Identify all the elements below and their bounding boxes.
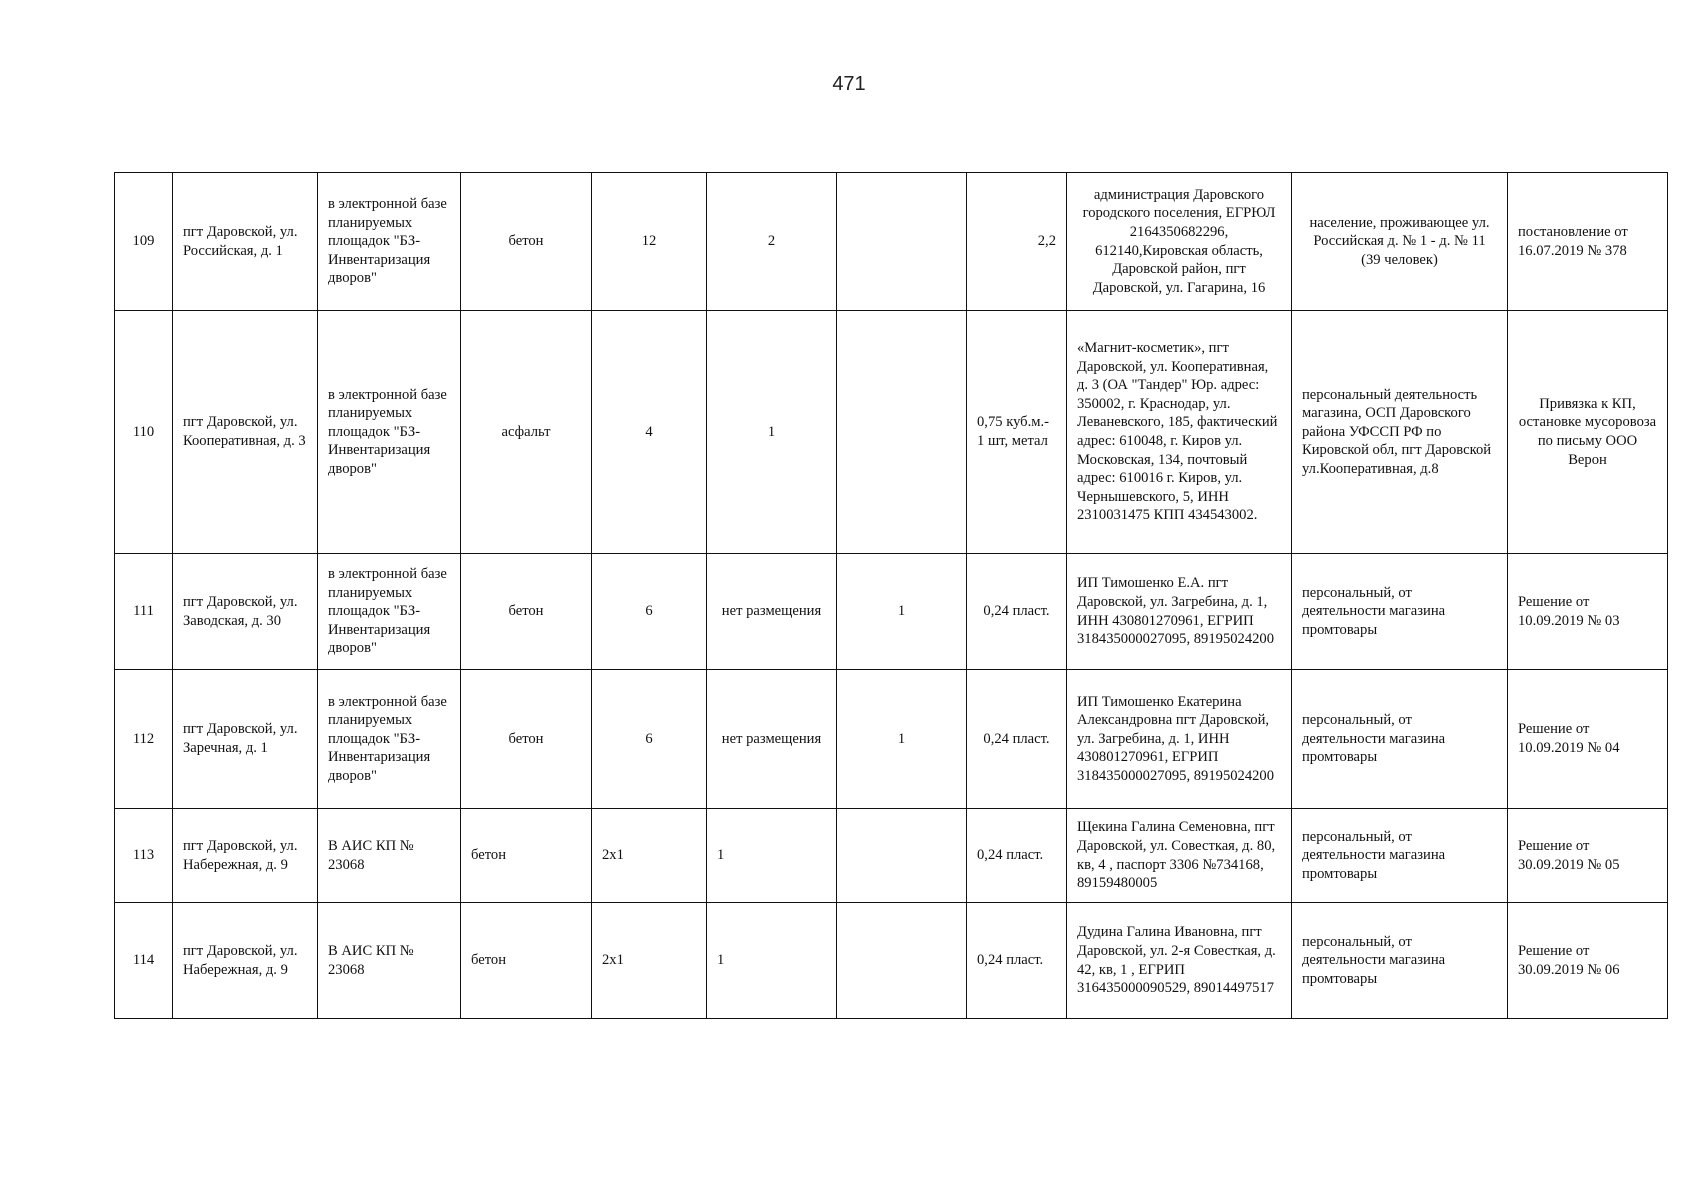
surface-type: бетон [461,173,592,311]
site-address: пгт Даровской, ул. Кооперативная, д. 3 [173,311,318,554]
container-volume: 0,24 пласт. [967,554,1067,670]
waste-sources: персональный деятельность магазина, ОСП Даровского района УФССП РФ по Кировской обл, пгт Даровской ул.Кооперативная, д.8 [1292,311,1508,554]
waste-sources: население, проживающее ул. Российская д. № 1 - д. № 11 (39 человек) [1292,173,1508,311]
container-count: 1 [707,809,837,903]
registry-entry: в электронной базе планируемых площадок "БЗ-Инвентаризация дворов" [318,173,461,311]
waste-sources: персональный, от деятельности магазина промтовары [1292,670,1508,809]
row-number: 114 [115,903,173,1019]
site-area: 2х1 [592,903,707,1019]
site-area: 12 [592,173,707,311]
site-area: 2х1 [592,809,707,903]
decision-note: Решение от 30.09.2019 № 05 [1508,809,1668,903]
decision-note: Решение от 30.09.2019 № 06 [1508,903,1668,1019]
decision-note: Решение от 10.09.2019 № 04 [1508,670,1668,809]
row-number: 113 [115,809,173,903]
bunker-count [837,311,967,554]
container-count: нет размещения [707,670,837,809]
site-address: пгт Даровской, ул. Заречная, д. 1 [173,670,318,809]
bunker-count [837,903,967,1019]
container-count: 1 [707,311,837,554]
site-area: 6 [592,554,707,670]
site-owner: ИП Тимошенко Е.А. пгт Даровской, ул. Загребина, д. 1, ИНН 430801270961, ЕГРИП 318435000027095, 89195024200 [1067,554,1292,670]
site-area: 4 [592,311,707,554]
registry-entry: В АИС КП № 23068 [318,903,461,1019]
decision-note: Привязка к КП, остановке мусоровоза по письму ООО Верон [1508,311,1668,554]
container-volume: 0,24 пласт. [967,903,1067,1019]
container-count: нет размещения [707,554,837,670]
site-owner: администрация Даровского городского поселения, ЕГРЮЛ 2164350682296, 612140,Кировская область, Даровской район, пгт Даровской, ул. Гагарина, 16 [1067,173,1292,311]
container-count: 1 [707,903,837,1019]
site-address: пгт Даровской, ул. Российская, д. 1 [173,173,318,311]
row-number: 112 [115,670,173,809]
row-number: 111 [115,554,173,670]
table-row [115,809,1668,903]
site-owner: ИП Тимошенко Екатерина Александровна пгт Даровской, ул. Загребина, д. 1, ИНН 430801270961, ЕГРИП 318435000027095, 89195024200 [1067,670,1292,809]
surface-type: бетон [461,670,592,809]
waste-sources: персональный, от деятельности магазина промтовары [1292,903,1508,1019]
container-volume: 2,2 [967,173,1067,311]
site-owner: Дудина Галина Ивановна, пгт Даровской, ул. 2-я Совесткая, д. 42, кв, 1 , ЕГРИП 316435000090529, 89014497517 [1067,903,1292,1019]
page-number: 471 [832,73,866,95]
table-row [115,903,1668,1019]
site-owner: Щекина Галина Семеновна, пгт Даровской, ул. Совесткая, д. 80, кв, 4 , паспорт 3306 №734168, 89159480005 [1067,809,1292,903]
table-row [115,670,1668,809]
bunker-count [837,173,967,311]
surface-type: асфальт [461,311,592,554]
registry-entry: в электронной базе планируемых площадок "БЗ-Инвентаризация дворов" [318,670,461,809]
decision-note: постановление от 16.07.2019 № 378 [1508,173,1668,311]
table-row [115,554,1668,670]
site-address: пгт Даровской, ул. Заводская, д. 30 [173,554,318,670]
row-number: 109 [115,173,173,311]
registry-entry: В АИС КП № 23068 [318,809,461,903]
surface-type: бетон [461,554,592,670]
surface-type: бетон [461,809,592,903]
waste-sources: персональный, от деятельности магазина промтовары [1292,554,1508,670]
surface-type: бетон [461,903,592,1019]
registry-entry: в электронной базе планируемых площадок "БЗ-Инвентаризация дворов" [318,311,461,554]
bunker-count: 1 [837,554,967,670]
bunker-count [837,809,967,903]
site-address: пгт Даровской, ул. Набережная, д. 9 [173,903,318,1019]
site-area: 6 [592,670,707,809]
registry-entry: в электронной базе планируемых площадок "БЗ-Инвентаризация дворов" [318,554,461,670]
bunker-count: 1 [837,670,967,809]
table-row [115,311,1668,554]
table-row [115,173,1668,311]
container-volume: 0,24 пласт. [967,809,1067,903]
waste-site-registry-table [114,172,1668,1019]
row-number: 110 [115,311,173,554]
waste-sources: персональный, от деятельности магазина промтовары [1292,809,1508,903]
container-count: 2 [707,173,837,311]
site-owner: «Магнит-косметик», пгт Даровской, ул. Кооперативная, д. 3 (ОА "Тандер" Юр. адрес: 350002, г. Краснодар, ул. Леваневского, 185, фактический адрес: 610048, г. Киров ул. Московская, 134, почтовый адрес: 610016 г. Киров, ул. Чернышевского, 5, ИНН 2310031475 КПП 434543002. [1067,311,1292,554]
container-volume: 0,75 куб.м.- 1 шт, метал [967,311,1067,554]
decision-note: Решение от 10.09.2019 № 03 [1508,554,1668,670]
site-address: пгт Даровской, ул. Набережная, д. 9 [173,809,318,903]
container-volume: 0,24 пласт. [967,670,1067,809]
